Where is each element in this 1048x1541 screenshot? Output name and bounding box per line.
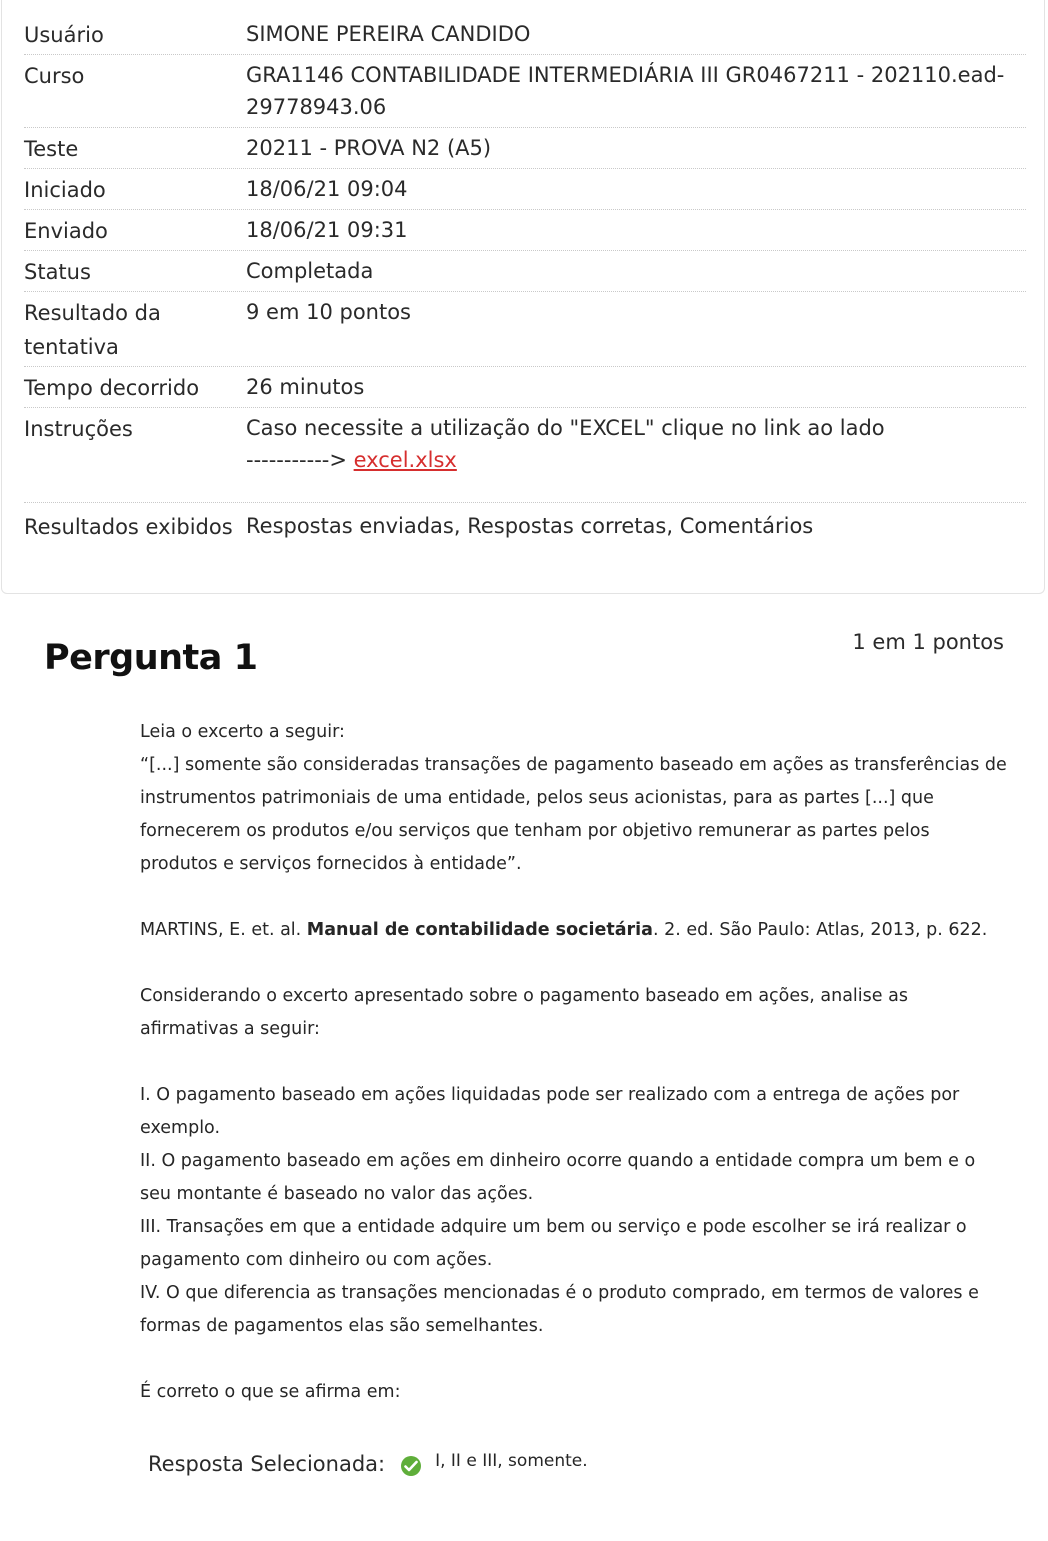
summary-value: 20211 - PROVA N2 (A5) [246,136,492,160]
correct-check-icon [401,1456,421,1476]
excel-file-link[interactable]: excel.xlsx [353,448,457,472]
summary-row-resultados-exibidos [24,503,1026,598]
summary-value: GRA1146 CONTABILIDADE INTERMEDIÁRIA III GR0467211 - 202110.ead-29778943.06 [246,63,1005,119]
summary-label: Resultados exibidos [24,515,233,539]
selected-answer-row [148,1452,588,1476]
question-intro: Leia o excerto a seguir: [140,722,345,742]
instructions-text: Caso necessite a utilização do "EXCEL" clique no link ao lado [246,416,885,440]
summary-label: Usuário [24,23,104,47]
instructions-arrow: -----------> [246,448,354,472]
instructions-link-line [246,444,1026,476]
citation-authors: MARTINS, E. et. al. [140,920,307,940]
citation-title: Manual de contabilidade societária [306,920,653,940]
summary-row-status [24,251,1026,292]
summary-row-iniciado [24,169,1026,210]
selected-answer-value: I, II e III, somente. [435,1451,588,1471]
summary-label: Resultado da tentativa [24,301,161,359]
summary-label: Tempo decorrido [24,376,200,400]
summary-label: Curso [24,64,85,88]
statement-2: II. O pagamento baseado em ações em dinheiro ocorre quando a entidade compra um bem e o seu montante é baseado no valor das ações. [140,1151,976,1204]
question-title: Pergunta 1 [44,638,258,678]
summary-row-tempo [24,367,1026,408]
summary-value: 18/06/21 09:04 [246,177,408,201]
summary-value: Completada [246,259,374,283]
question-body [140,716,1010,1409]
question-points: 1 em 1 pontos [852,630,1004,654]
summary-label: Status [24,260,91,284]
question-prompt: Considerando o excerto apresentado sobre o pagamento baseado em ações, analise as afirmativas a seguir: [140,986,908,1039]
question-closing: É correto o que se afirma em: [140,1382,401,1402]
summary-value [246,412,1026,502]
citation-details: . 2. ed. São Paulo: Atlas, 2013, p. 622. [652,920,988,940]
check-mark-icon [404,1460,418,1472]
selected-answer-label: Resposta Selecionada: [148,1452,386,1476]
summary-label: Instruções [24,417,133,441]
summary-value: 9 em 10 pontos [246,300,411,324]
summary-value: SIMONE PEREIRA CANDIDO [246,22,531,46]
summary-row-curso [24,55,1026,128]
summary-row-usuario [24,14,1026,55]
question-quote: “[...] somente são consideradas transações de pagamento baseado em ações as transferências de instrumentos patrimoniais de uma entidade, pelos seus acionistas, para as partes [...] que fornecerem os produtos e/ou serviços que tenham por objetivo remunerar as partes pelos produtos e serviços fornecidos à entidade”. [140,755,1007,874]
summary-value: 26 minutos [246,375,365,399]
statement-4: IV. O que diferencia as transações mencionadas é o produto comprado, em termos de valores e formas de pagamentos elas são semelhantes. [140,1283,979,1336]
summary-row-instrucoes [24,408,1026,503]
attempt-summary-table [24,14,1026,598]
question-citation [140,914,1010,947]
summary-row-teste [24,128,1026,169]
summary-row-enviado [24,210,1026,251]
statement-3: III. Transações em que a entidade adquire um bem ou serviço e pode escolher se irá realizar o pagamento com dinheiro ou com ações. [140,1217,967,1270]
summary-value: 18/06/21 09:31 [246,218,408,242]
attempt-summary-card [1,0,1045,594]
summary-value: Respostas enviadas, Respostas corretas, Comentários [246,514,814,538]
summary-label: Iniciado [24,178,106,202]
summary-row-resultado [24,292,1026,367]
summary-label: Enviado [24,219,108,243]
summary-label: Teste [24,137,79,161]
statement-1: I. O pagamento baseado em ações liquidadas pode ser realizado com a entrega de ações por exemplo. [140,1085,960,1138]
